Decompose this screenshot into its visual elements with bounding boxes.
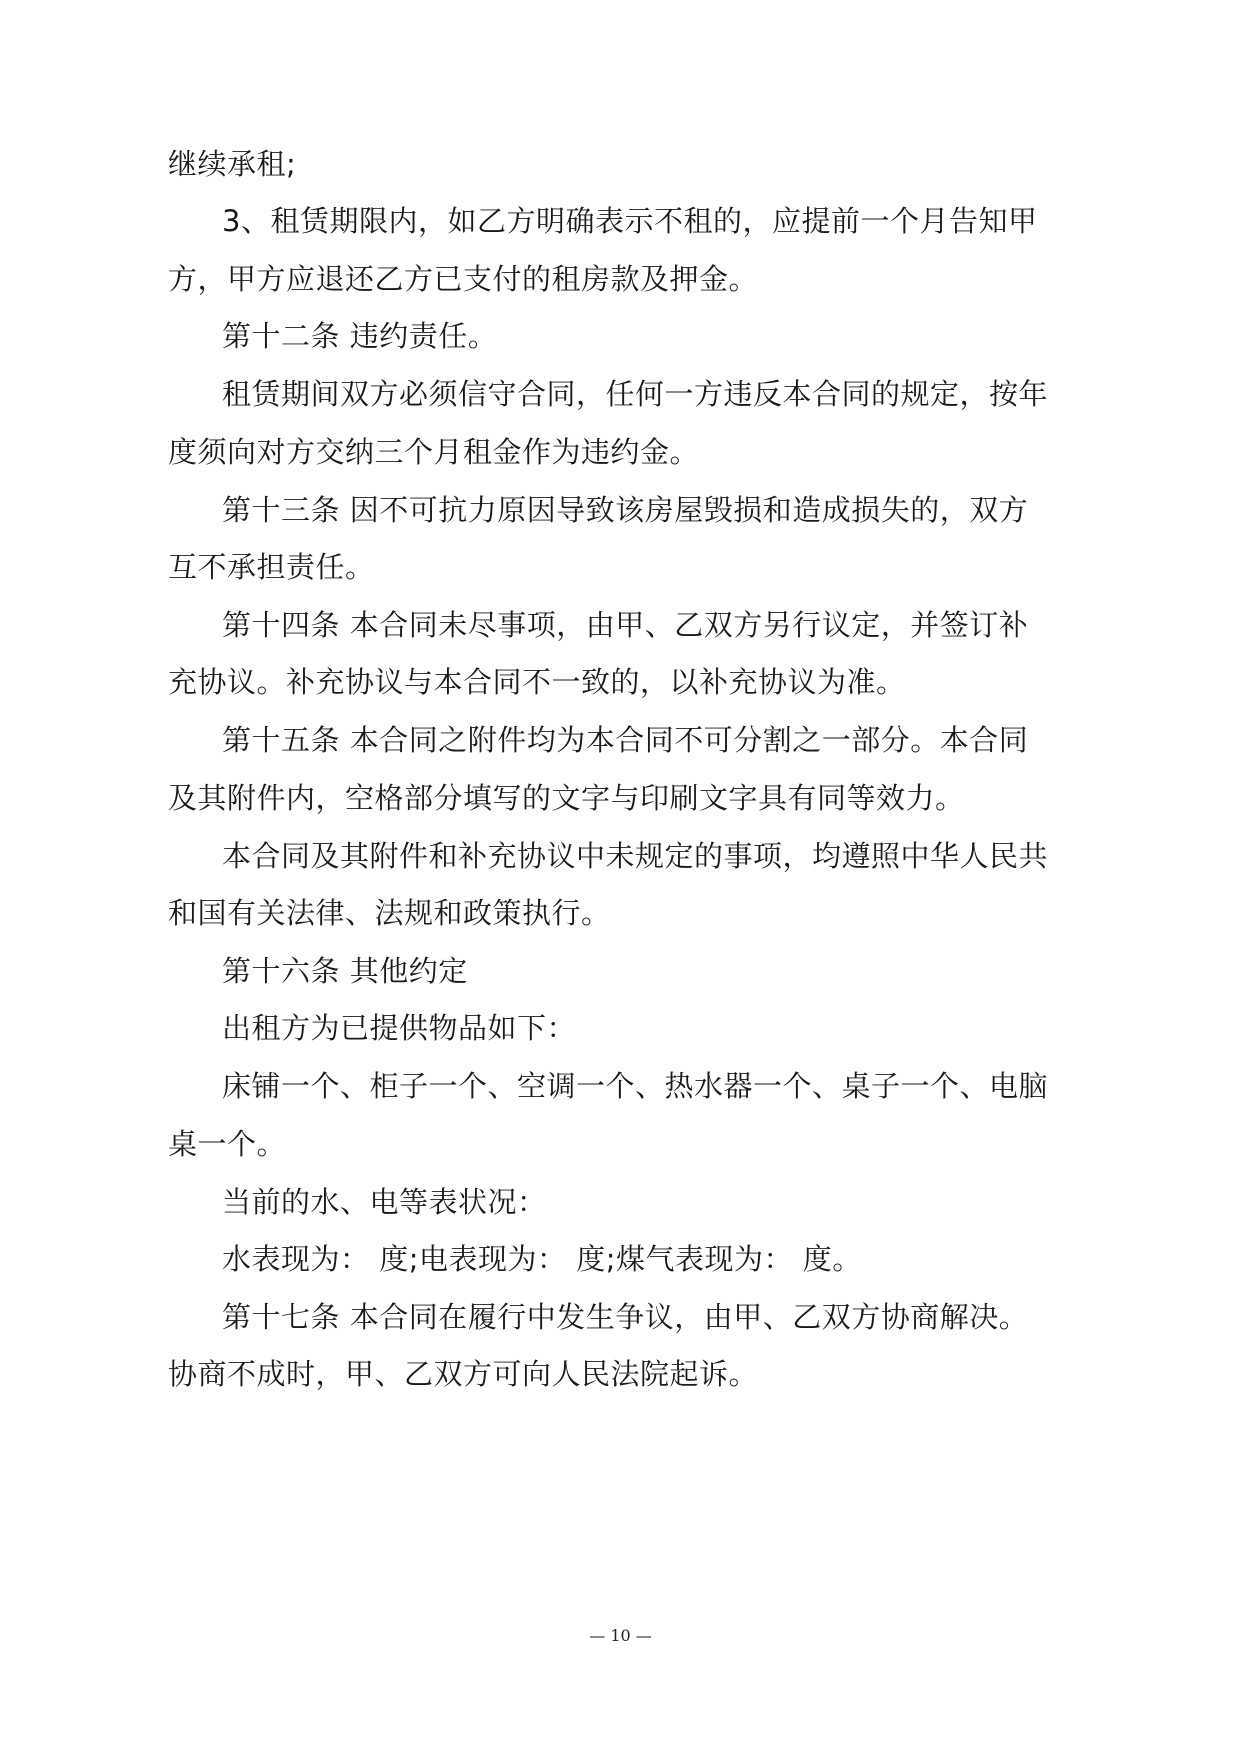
clause-14-line-2: 充协议。补充协议与本合同不一致的，以补充协议为准。 (168, 665, 906, 699)
text-line-16: 出租方为已提供物品如下： (222, 1011, 577, 1045)
clause-12-heading: 第十二条 违约责任。 (222, 319, 498, 353)
text-line-14: 和国有关法律、法规和政策执行。 (168, 896, 611, 930)
text-line-5: 租赁期间双方必须信守合同，任何一方违反本合同的规定，按年 (222, 377, 1049, 411)
text-line-17: 床铺一个、柜子一个、空调一个、热水器一个、桌子一个、电脑 (222, 1069, 1049, 1103)
clause-16-heading: 第十六条 其他约定 (222, 954, 468, 988)
clause-17-line-1: 第十七条 本合同在履行中发生争议，由甲、乙双方协商解决。 (222, 1300, 1029, 1334)
text-line-1: 继续承租; (168, 147, 297, 181)
text-line-2: 3、租赁期限内，如乙方明确表示不租的，应提前一个月告知甲 (222, 204, 1038, 238)
text-line-6: 度须向对方交纳三个月租金作为违约金。 (168, 435, 700, 469)
clause-15-line-1: 第十五条 本合同之附件均为本合同不可分割之一部分。本合同 (222, 723, 1029, 757)
clause-14-line-1: 第十四条 本合同未尽事项，由甲、乙双方另行议定，并签订补 (222, 608, 1029, 642)
clause-13-line-2: 互不承担责任。 (168, 550, 375, 584)
clause-17-line-2: 协商不成时，甲、乙双方可向人民法院起诉。 (168, 1357, 759, 1391)
text-line-13: 本合同及其附件和补充协议中未规定的事项，均遵照中华人民共 (222, 839, 1049, 873)
clause-13-line-1: 第十三条 因不可抗力原因导致该房屋毁损和造成损失的，双方 (222, 493, 1029, 527)
page-number: — 10 — (589, 1626, 652, 1645)
text-line-19: 当前的水、电等表状况： (222, 1185, 547, 1219)
text-line-18: 桌一个。 (168, 1127, 287, 1161)
text-line-3: 方，甲方应退还乙方已支付的租房款及押金。 (168, 262, 759, 296)
clause-15-line-2: 及其附件内，空格部分填写的文字与印刷文字具有同等效力。 (168, 781, 965, 815)
meter-readings-line: 水表现为： 度;电表现为： 度;煤气表现为： 度。 (222, 1242, 862, 1276)
